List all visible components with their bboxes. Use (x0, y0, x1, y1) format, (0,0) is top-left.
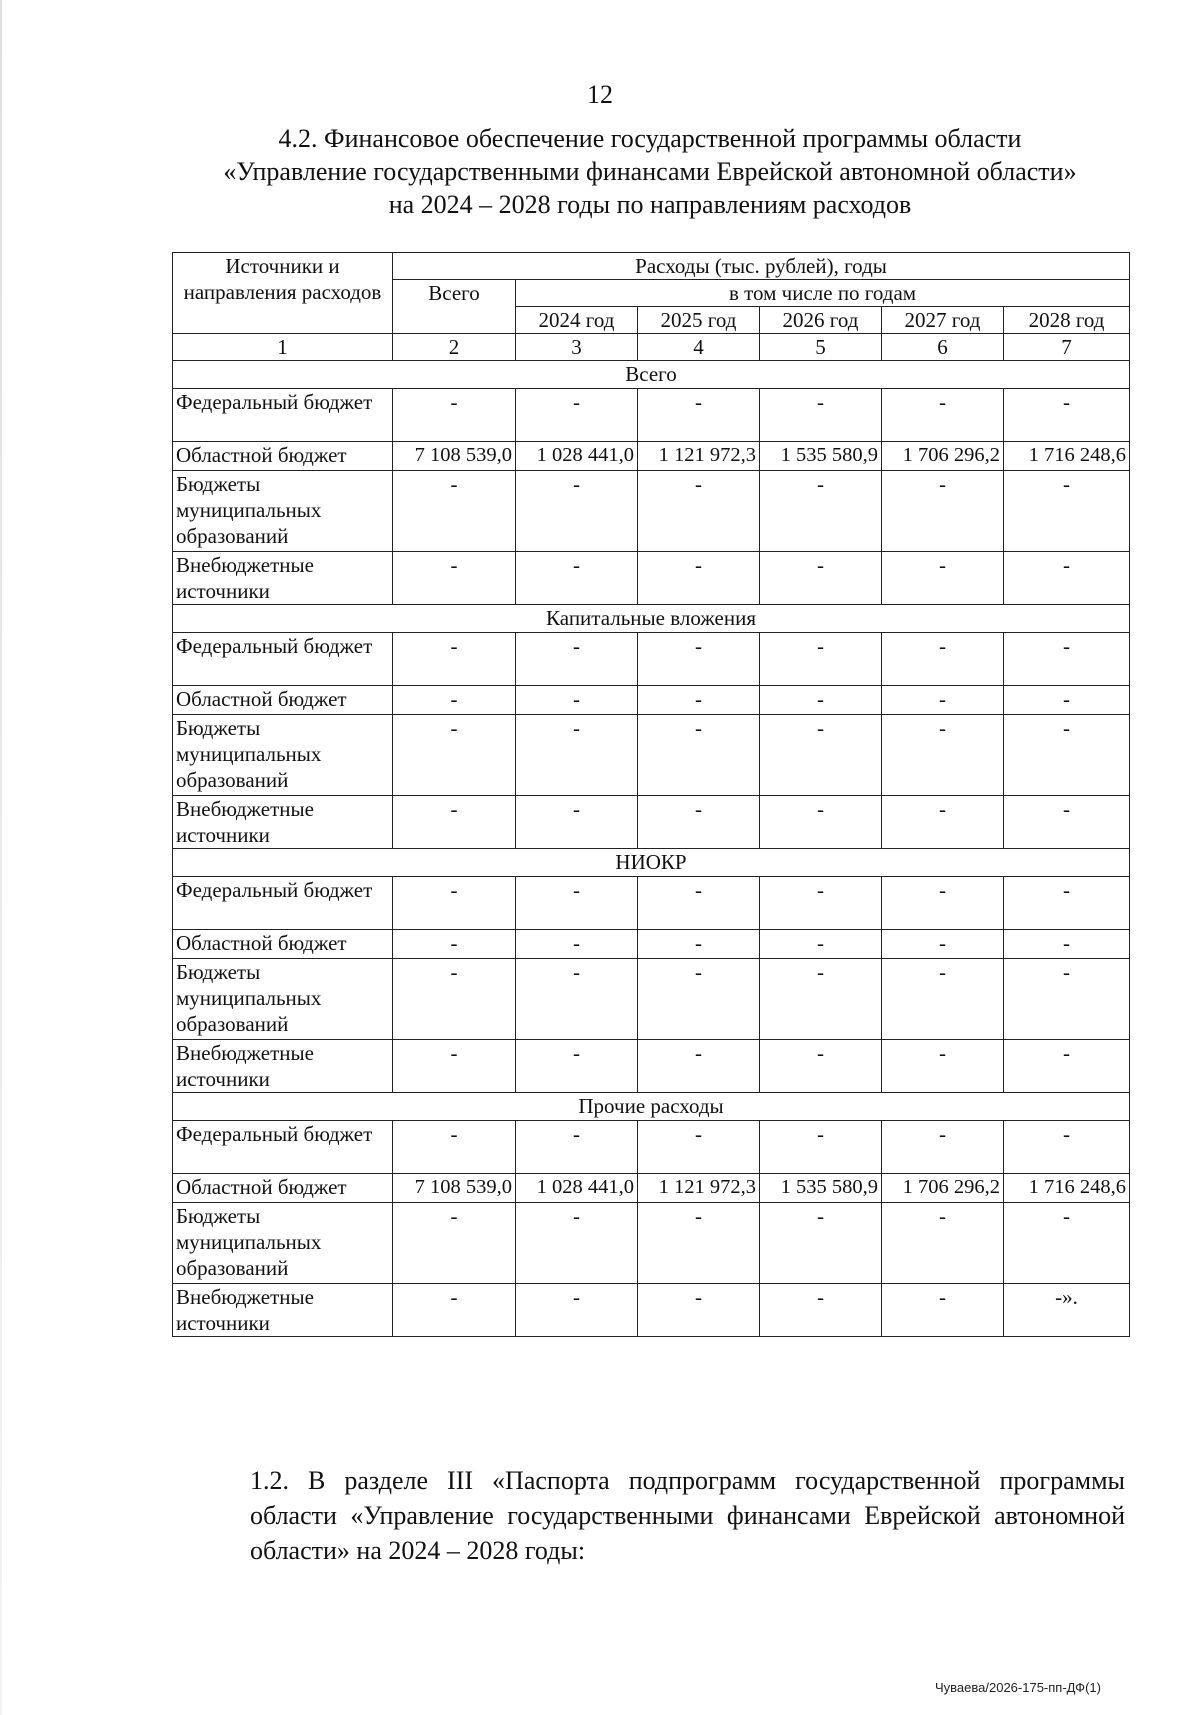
section-title: Прочие расходы (173, 1093, 1130, 1121)
cell-value: - (882, 796, 1004, 849)
cell-value: 1 716 248,6 (1004, 1174, 1130, 1203)
column-number: 7 (1004, 334, 1130, 361)
cell-value: - (1004, 796, 1130, 849)
cell-value: - (393, 930, 516, 959)
cell-value: - (516, 930, 638, 959)
cell-value: - (393, 389, 516, 442)
row-label: Областной бюджет (173, 1174, 393, 1203)
row-label: Внебюджетные источники (173, 1284, 393, 1337)
row-label: Областной бюджет (173, 442, 393, 471)
table-row (173, 633, 1130, 686)
header-year: 2028 год (1004, 307, 1130, 334)
column-number: 6 (882, 334, 1004, 361)
cell-value: - (882, 552, 1004, 605)
column-number: 2 (393, 334, 516, 361)
page-number: 12 (587, 80, 613, 109)
cell-value: - (393, 715, 516, 796)
table-row (173, 552, 1130, 605)
cell-value: - (1004, 959, 1130, 1040)
table-row (173, 1040, 1130, 1093)
header-expenses: Расходы (тыс. рублей), годы (393, 253, 1130, 280)
cell-value: - (760, 877, 882, 930)
cell-value: - (882, 471, 1004, 552)
header-sources: Источники и направления расходов (173, 253, 393, 334)
cell-value: 1 706 296,2 (882, 442, 1004, 471)
document-footer-code: Чуваева/2026-175-пп-ДФ(1) (935, 1680, 1101, 1695)
cell-value: - (393, 633, 516, 686)
cell-value: -». (1004, 1284, 1130, 1337)
cell-value: - (638, 959, 760, 1040)
section-title: НИОКР (173, 849, 1130, 877)
table-row (173, 959, 1130, 1040)
cell-value: - (638, 633, 760, 686)
table-row (173, 442, 1130, 471)
column-number: 1 (173, 334, 393, 361)
cell-value: - (760, 930, 882, 959)
table-row (173, 389, 1130, 442)
cell-value: - (760, 633, 882, 686)
table-row (173, 930, 1130, 959)
header-year: 2024 год (516, 307, 638, 334)
cell-value: 1 121 972,3 (638, 442, 760, 471)
cell-value: - (516, 633, 638, 686)
cell-value: - (393, 471, 516, 552)
cell-value: - (882, 930, 1004, 959)
cell-value: - (1004, 715, 1130, 796)
cell-value: - (638, 389, 760, 442)
cell-value: - (516, 686, 638, 715)
cell-value: - (638, 715, 760, 796)
cell-value: - (760, 1040, 882, 1093)
cell-value: - (393, 1203, 516, 1284)
header-year: 2025 год (638, 307, 760, 334)
cell-value: - (1004, 633, 1130, 686)
row-label: Федеральный бюджет (173, 877, 393, 930)
table-row (173, 471, 1130, 552)
cell-value: - (516, 552, 638, 605)
cell-value: - (516, 877, 638, 930)
cell-value: - (638, 796, 760, 849)
cell-value: - (882, 715, 1004, 796)
cell-value: - (638, 877, 760, 930)
cell-value: - (760, 959, 882, 1040)
column-number: 4 (638, 334, 760, 361)
column-number: 5 (760, 334, 882, 361)
heading-line-1: 4.2. Финансовое обеспечение государственной программы области (278, 124, 1022, 153)
cell-value: - (516, 1203, 638, 1284)
cell-value: - (1004, 389, 1130, 442)
heading-line-2: «Управление государственными финансами Еврейской автономной области» (223, 157, 1077, 186)
cell-value: - (393, 1040, 516, 1093)
cell-value: - (638, 1121, 760, 1174)
cell-value: - (1004, 1040, 1130, 1093)
row-label: Областной бюджет (173, 930, 393, 959)
cell-value: - (760, 1121, 882, 1174)
row-label: Федеральный бюджет (173, 1121, 393, 1174)
cell-value: - (638, 552, 760, 605)
cell-value: - (882, 1284, 1004, 1337)
cell-value: - (760, 552, 882, 605)
row-label: Областной бюджет (173, 686, 393, 715)
cell-value: - (1004, 1121, 1130, 1174)
cell-value: 1 028 441,0 (516, 442, 638, 471)
cell-value: - (882, 1040, 1004, 1093)
cell-value: - (516, 796, 638, 849)
amendment-paragraph (175, 1463, 1125, 1568)
paragraph-text: 1.2. В разделе III «Паспорта подпрограмм государственной программы области «Управление государственными финансами Еврейской автономной области» на 2024 – 2028 годы: (250, 1466, 1125, 1565)
cell-value: - (516, 1040, 638, 1093)
cell-value: - (760, 389, 882, 442)
cell-value: 7 108 539,0 (393, 1174, 516, 1203)
cell-value: - (638, 1203, 760, 1284)
cell-value: 1 028 441,0 (516, 1174, 638, 1203)
cell-value: 1 716 248,6 (1004, 442, 1130, 471)
cell-value: 7 108 539,0 (393, 442, 516, 471)
cell-value: 1 706 296,2 (882, 1174, 1004, 1203)
cell-value: - (516, 389, 638, 442)
table-row (173, 1121, 1130, 1174)
cell-value: 1 535 580,9 (760, 1174, 882, 1203)
cell-value: - (516, 1121, 638, 1174)
financing-table (172, 252, 1130, 1337)
cell-value: - (1004, 471, 1130, 552)
row-label: Бюджеты муниципальных образований (173, 471, 393, 552)
header-year: 2027 год (882, 307, 1004, 334)
cell-value: - (1004, 930, 1130, 959)
cell-value: - (393, 552, 516, 605)
cell-value: - (760, 715, 882, 796)
cell-value: - (393, 1121, 516, 1174)
cell-value: - (882, 1203, 1004, 1284)
cell-value: 1 535 580,9 (760, 442, 882, 471)
cell-value: - (638, 471, 760, 552)
heading-line-3: на 2024 – 2028 годы по направлениям расходов (388, 190, 912, 219)
section-title: Всего (173, 361, 1130, 389)
header-total: Всего (393, 280, 516, 334)
cell-value: - (638, 1284, 760, 1337)
cell-value: - (638, 1040, 760, 1093)
cell-value: - (393, 1284, 516, 1337)
row-label: Бюджеты муниципальных образований (173, 715, 393, 796)
table-row (173, 1174, 1130, 1203)
scan-edge (0, 0, 2, 1715)
row-label: Внебюджетные источники (173, 552, 393, 605)
cell-value: - (760, 471, 882, 552)
cell-value: - (760, 1203, 882, 1284)
cell-value: - (393, 686, 516, 715)
cell-value: - (882, 686, 1004, 715)
cell-value: - (882, 1121, 1004, 1174)
cell-value: - (882, 959, 1004, 1040)
row-label: Внебюджетные источники (173, 796, 393, 849)
column-number: 3 (516, 334, 638, 361)
row-label: Федеральный бюджет (173, 633, 393, 686)
cell-value: - (516, 715, 638, 796)
section-heading (150, 122, 1150, 221)
table-row (173, 796, 1130, 849)
cell-value: - (393, 877, 516, 930)
row-label: Бюджеты муниципальных образований (173, 959, 393, 1040)
cell-value: - (1004, 1203, 1130, 1284)
cell-value: 1 121 972,3 (638, 1174, 760, 1203)
row-label: Федеральный бюджет (173, 389, 393, 442)
section-title: Капитальные вложения (173, 605, 1130, 633)
cell-value: - (638, 686, 760, 715)
cell-value: - (882, 633, 1004, 686)
cell-value: - (760, 796, 882, 849)
cell-value: - (516, 959, 638, 1040)
table-row (173, 686, 1130, 715)
cell-value: - (516, 471, 638, 552)
table-row (173, 1203, 1130, 1284)
cell-value: - (1004, 552, 1130, 605)
cell-value: - (516, 1284, 638, 1337)
row-label: Внебюджетные источники (173, 1040, 393, 1093)
cell-value: - (1004, 686, 1130, 715)
cell-value: - (760, 1284, 882, 1337)
row-label: Бюджеты муниципальных образований (173, 1203, 393, 1284)
cell-value: - (882, 389, 1004, 442)
table-row (173, 877, 1130, 930)
cell-value: - (760, 686, 882, 715)
cell-value: - (638, 930, 760, 959)
table-row (173, 715, 1130, 796)
header-by-years: в том числе по годам (516, 280, 1130, 307)
cell-value: - (393, 959, 516, 1040)
cell-value: - (1004, 877, 1130, 930)
header-year: 2026 год (760, 307, 882, 334)
cell-value: - (393, 796, 516, 849)
table-row (173, 1284, 1130, 1337)
cell-value: - (882, 877, 1004, 930)
